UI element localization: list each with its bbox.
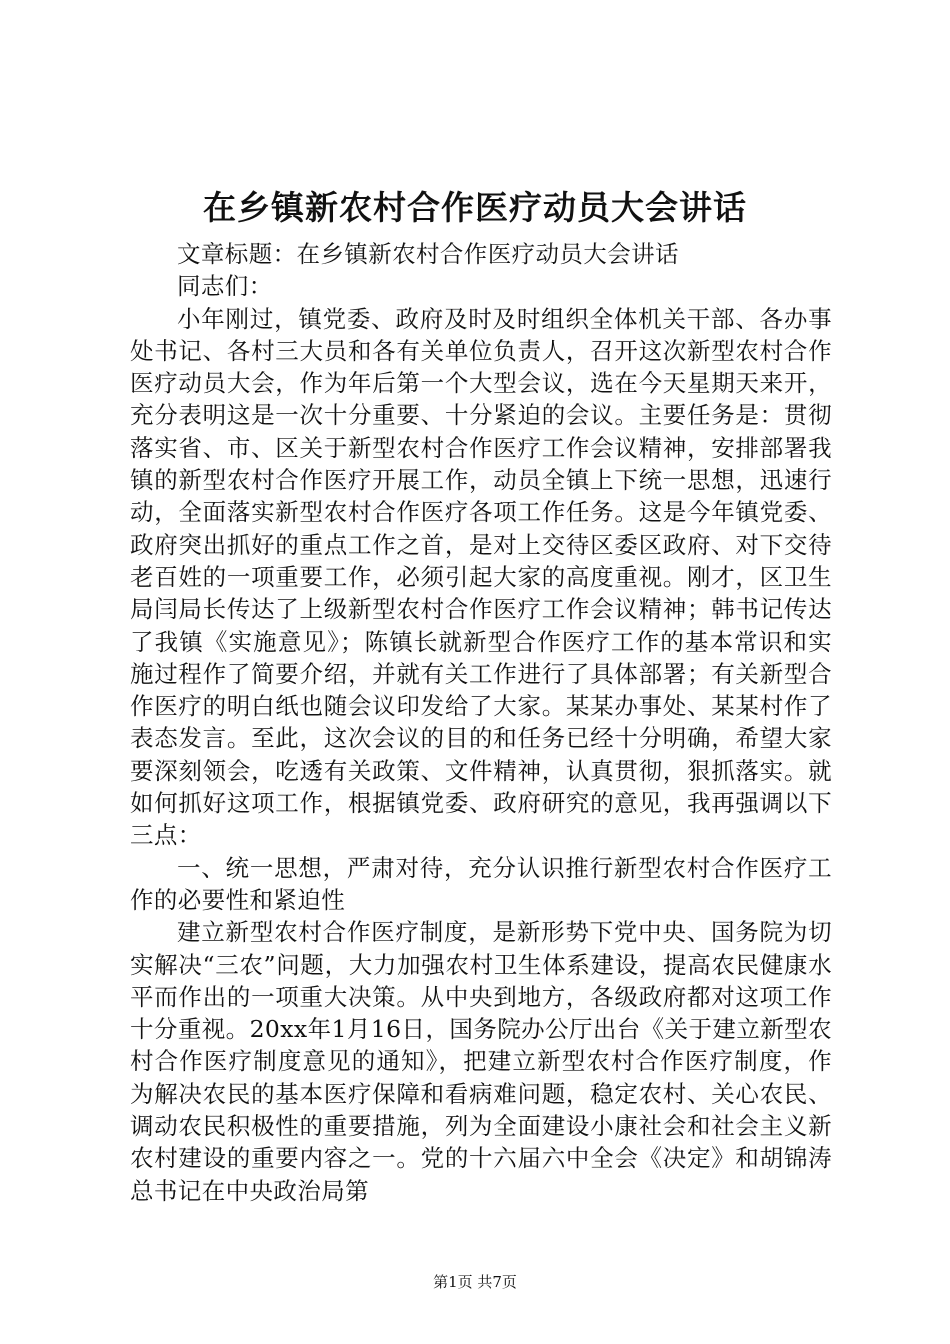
document-body <box>130 238 832 1207</box>
document-title: 在乡镇新农村合作医疗动员大会讲话 <box>203 188 747 227</box>
section-heading: 一、统一思想，严肃对待，充分认识推行新型农村合作医疗工作的必要性和紧迫性 <box>130 853 832 914</box>
body-paragraph: 建立新型农村合作医疗制度，是新形势下党中央、国务院为切实解决“三农”问题，大力加强农村卫生体系建设，提高农民健康水平而作出的一项重大决策。从中央到地方，各级政府都对这项工作十分重视。20xx年1月16日，国务院办公厅出台《关于建立新型农村合作医疗制度意见的通知》，把建立新型农村合作医疗制度，作为解决农民的基本医疗保障和看病难问题，稳定农村、关心农民、调动农民积极性的重要措施，列为全面建设小康社会和社会主义新农村建设的重要内容之一。党的十六届六中全会《决定》和胡锦涛总书记在中央政治局第 <box>130 918 832 1205</box>
page-number-footer: 第1页 共7页 <box>433 1273 517 1291</box>
article-title-line: 文章标题：在乡镇新农村合作医疗动员大会讲话 <box>177 240 679 268</box>
body-paragraph: 小年刚过，镇党委、政府及时及时组织全体机关干部、各办事处书记、各村三大员和各有关单位负责人，召开这次新型农村合作医疗动员大会，作为年后第一个大型会议，选在今天星期天来开，充分表明这是一次十分重要、十分紧迫的会议。主要任务是：贯彻落实省、市、区关于新型农村合作医疗工作会议精神，安排部署我镇的新型农村合作医疗开展工作，动员全镇上下统一思想，迅速行动，全面落实新型农村合作医疗各项工作任务。这是今年镇党委、政府突出抓好的重点工作之首，是对上交待区委区政府、对下交待老百姓的一项重要工作，必须引起大家的高度重视。刚才，区卫生局闫局长传达了上级新型农村合作医疗工作会议精神；韩书记传达了我镇《实施意见》；陈镇长就新型合作医疗工作的基本常识和实施过程作了简要介绍，并就有关工作进行了具体部署；有关新型合作医疗的明白纸也随会议印发给了大家。某某办事处、某某村作了表态发言。至此，这次会议的目的和任务已经十分明确，希望大家要深刻领会，吃透有关政策、文件精神，认真贯彻，狠抓落实。就如何抓好这项工作，根据镇党委、政府研究的意见，我再强调以下三点： <box>130 304 832 850</box>
salutation: 同志们： <box>177 272 273 301</box>
